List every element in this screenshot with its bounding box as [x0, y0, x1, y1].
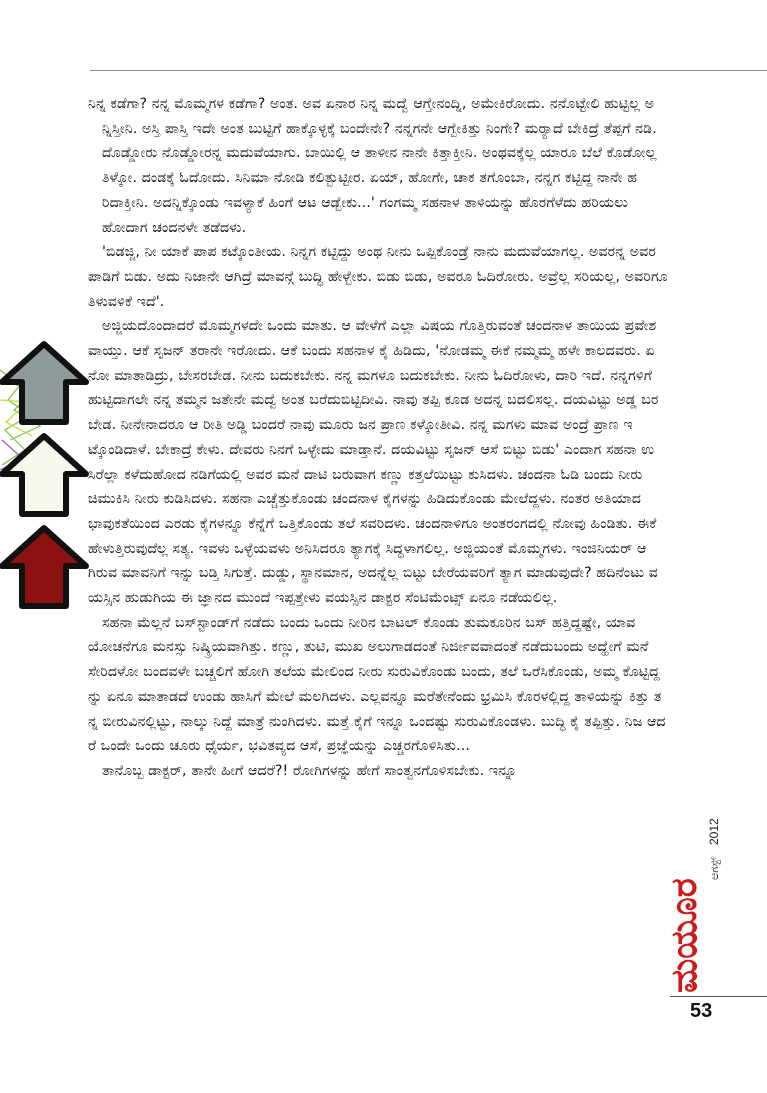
article-body [88, 92, 673, 784]
magazine-name: ಮಯೂರ [664, 878, 705, 993]
footer-rule [670, 996, 767, 997]
side-arrow-graphic [0, 340, 92, 610]
page-number: 53 [690, 1000, 713, 1022]
up-arrow-icon [2, 528, 86, 606]
paragraph: 'ಬಿಡಜ್ಜಿ, ನೀ ಯಾಕೆ ಪಾಪ ಕಟ್ಕೊಂತೀಯ. ನಿನ್ನಗ ಕಟ್ಟಿದ್ದು ಅಂಥ ನೀನು ಒಪ್ಪಿಕೊಂಡ್ರೆ ನಾನು ಮದುವೆಯಾಗಲ್ಲ. ಅವರನ್ನ ಅವರ ಪಾಡಿಗೆ ಬಿಡು. ಅದು ನಿಜಾನೇ ಆಗಿದ್ರೆ ಮಾವನ್ಗೆ ಬುದ್ಧಿ ಹೇಳ್ಬೇಕು. ಬಿಡು ಬಿಡು, ಅವರೂ ಓದಿರೋರು. ಅವ್ರೆಲ್ಲ ಸರಿಯಲ್ಲ, ಅವರಿಗೂ ತಿಳುವಳಿಕೆ ಇದೆ'. [88, 244, 673, 310]
paragraph: ಅಜ್ಜಿಯದೊಂದಾದರೆ ಮೊಮ್ಮಗಳದೇ ಒಂದು ಮಾತು. ಆ ವೇಳೆಗೆ ಎಲ್ಲಾ ವಿಷಯ ಗೊತ್ತಿರುವಂತೆ ಚಂದನಾಳ ತಾಯಿಯ ಪ್ರವೇಶವಾಯ್ತು. ಆಕೆ ಸೃಜನ್ ತರಾನೇ ಇರೋದು. ಆಕೆ ಬಂದು ಸಹನಾಳ ಕೈ ಹಿಡಿದು, 'ನೋಡಮ್ಮ ಈಕೆ ನಮ್ಮಮ್ಮ ಹಳೇ ಕಾಲದವರು. ಏನೋ ಮಾತಾಡಿದ್ರು, ಬೇಸರಬೇಡ. ನೀನು ಬದುಕಬೇಕು. ನನ್ನ ಮಗಳೂ ಬದುಕಬೇಕು. ನೀನು ಓದಿರೋಳು, ದಾರಿ ಇದೆ. ನನ್ನಗಳಿಗೆ ಹುಟ್ಟಿದಾಗಲೇ ನನ್ನ ತಮ್ಮನ ಜತೇನೇ ಮದ್ವೆ ಅಂತ ಬರೆದುಬಿಟ್ಟಿದೀವಿ. ನಾವು ತಪ್ಪಿ ಕೂಡ ಅದನ್ನ ಬದಲಿಸಲ್ಲ. ದಯವಿಟ್ಟು ಅಡ್ಡ ಬರಬೇಡ. ನೀನೇನಾದರೂ ಆ ರೀತಿ ಅಡ್ಡಿ ಬಂದರೆ ನಾವು ಮೂರು ಜನ ಪ್ರಾಣ ಕಳ್ಕೋತೀವಿ. ನನ್ನ ಮಗಳು ಮಾವ ಅಂದ್ರೆ ಪ್ರಾಣ ಇಟ್ಕೊಂಡಿದಾಳೆ. ಬೇಕಾದ್ರೆ ಕೇಳು. ದೇವರು ನಿನಗೆ ಒಳ್ಳೇದು ಮಾಡ್ತಾನೆ. ದಯವಿಟ್ಟು ಸೃಜನ್ ಆಸೆ ಬಿಟ್ಟು ಬಿಡು' ಎಂದಾಗ ಸಹನಾ ಉಸಿರೆಲ್ಲಾ ಕಳೆದುಹೋದ ನಡಿಗೆಯಲ್ಲಿ ಅವರ ಮನೆ ದಾಟಿ ಬರುವಾಗ ಕಣ್ಣು ಕತ್ತಲೆಯಿಟ್ಟು ಕುಸಿದಳು. ಚಂದನಾ ಓಡಿ ಬಂದು ನೀರು ಚಿಮುಕಿಸಿ ನೀರು ಕುಡಿಸಿದಳು. ಸಹನಾ ಎಚ್ಚೆತ್ತುಕೊಂಡು ಚಂದನಾಳ ಕೈಗಳನ್ನು ಹಿಡಿದುಕೊಂಡು ಮೇಲೆದ್ದಳು. ನಂತರ ಅತಿಯಾದ ಭಾವುಕತೆಯಿಂದ ಎರಡು ಕೈಗಳನ್ನೂ ಕೆನ್ನೆಗೆ ಒತ್ತಿಕೊಂಡು ತಲೆ ಸವರಿದಳು. ಚಂದನಾಳಿಗೂ ಅಂತರಂಗದಲ್ಲಿ ನೋವು ಹಿಂಡಿತು. ಈಕೆ ಹೇಳುತ್ತಿರುವುದೆಲ್ಲ ಸತ್ಯ. ಇವಳು ಒಳ್ಳೆಯವಳು ಅನಿಸಿದರೂ ತ್ಯಾಗಕ್ಕೆ ಸಿದ್ಧಳಾಗಲಿಲ್ಲ. ಅಜ್ಜಿಯಂತೆ ಮೊಮ್ಮಗಳು. ಇಂಜಿನಿಯರ್ ಆಗಿರುವ ಮಾವನಿಗೆ ಇನ್ನು ಬಡ್ತಿ ಸಿಗುತ್ತೆ. ದುಡ್ಡು, ಸ್ಥಾನಮಾನ, ಅದನ್ನೆಲ್ಲ ಬಿಟ್ಟು ಬೇರೆಯವರಿಗೆ ತ್ಯಾಗ ಮಾಡುವುದೇ? ಹದಿನೆಂಟು ವಯಸ್ಸಿನ ಹುಡುಗಿಯ ಈ ಜ್ಞಾನದ ಮುಂದೆ ಇಪ್ಪತ್ತೇಳು ವಯಸ್ಸಿನ ಡಾಕ್ಟರ ಸೆಂಟಿಮೆಂಟ್ಸ್ ಏನೂ ನಡೆಯಲಿಲ್ಲ. [88, 318, 662, 607]
top-rule [90, 70, 767, 71]
paragraph: ಸಹನಾ ಮೆಲ್ಲನೆ ಬಸ್‌ಸ್ಟಾಂಡ್‌ಗೆ ನಡೆದು ಬಂದು ಒಂದು ನೀರಿನ ಬಾಟಲ್ ಕೊಂಡು ತುಮಕೂರಿನ ಬಸ್ ಹತ್ತಿದ್ದಷ್ಟೇ, ಯಾವ ಯೋಚನೆಗೂ ಮನಸ್ಸು ನಿಷ್ಕ್ರಿಯವಾಗಿತ್ತು. ಕಣ್ಣು, ತುಟಿ, ಮುಖ ಅಲುಗಾಡದಂತೆ ನಿರ್ಜೀವವಾದಂತೆ ನಡೆದುಬಂದು ಅದ್ಹೇಗೆ ಮನೆ ಸೇರಿದಳೋ ಬಂದವಳೇ ಬಚ್ಚಲಿಗೆ ಹೋಗಿ ತಲೆಯ ಮೇಲಿಂದ ನೀರು ಸುರುವಿಕೊಂಡು ಬಂದು, ತಲೆ ಒರೆಸಿಕೊಂಡು, ಅಮ್ಮ ಕೊಟ್ಟಿದ್ದನ್ನು ಏನೂ ಮಾತಾಡದೆ ಉಂಡು ಹಾಸಿಗೆ ಮೇಲೆ ಮಲಗಿದಳು. ಎಲ್ಲವನ್ನೂ ಮರೆತೇನೆಂದು ಭ್ರಮಿಸಿ ಕೊರಳಲ್ಲಿದ್ದ ತಾಳಿಯನ್ನು ಕಿತ್ತು ತನ್ನ ಬೀರುವಿನಲ್ಲಿಟ್ಟು, ನಾಲ್ಕು ನಿದ್ದೆ ಮಾತ್ರೆ ನುಂಗಿದಳು. ಮತ್ತೆ ಕೈಗೆ ಇನ್ನೂ ಒಂದಷ್ಟು ಸುರುವಿಕೊಂಡಳು. ಬುದ್ಧಿ ಕೈ ತಪ್ಪಿತ್ತು. ನಿಜ ಆದರೆ ಒಂದೇ ಒಂದು ಚೂರು ಧೈರ್ಯ, ಭವಿತವ್ಯದ ಆಸೆ, ಪ್ರಜ್ಞೆಯನ್ನು ಎಚ್ಚರಗೊಳಿಸಿತು... [88, 614, 666, 755]
issue-year: 2012 [707, 818, 721, 845]
issue-month: ಆಗಸ್ಟ್ [708, 856, 721, 880]
up-arrow-icon [2, 436, 86, 514]
magazine-footer [664, 795, 730, 995]
paragraph: ತಾನೊಬ್ಬ ಡಾಕ್ಟರ್, ತಾನೇ ಹೀಗೆ ಆದರೆ?! ರೋಗಿಗಳನ್ನು ಹೇಗೆ ಸಾಂತ್ವನಗೊಳಿಸಬೇಕು. ಇನ್ನೂ [102, 762, 518, 779]
paragraph: ನಿನ್ನ ಕಡೆಗಾ? ನನ್ನ ಮೊಮ್ಮಗಳ ಕಡೆಗಾ? ಅಂತ. ಅವ ಏನಾರ ನಿನ್ನ ಮದ್ವೆ ಆಗ್ತೇನಂದ್ನಿ, ಅಮೇಕಿರೋದು. ನನೊಟ್ಟೇಲಿ ಹುಟ್ಟಿಲ್ಲ ಅನ್ನಿಸ್ತೀನಿ. ಅಸ್ತಿ ಪಾಸ್ತಿ ಇದೇ ಅಂತ ಬುಟ್ಟಿಗೆ ಹಾಕ್ಕೊಳ್ಳಕ್ಕೆ ಬಂದೇನೇ? ನನ್ನಗನೇ ಆಗ್ಬೇಕಿತ್ತು ನಿಂಗೇ? ಮರ್‍ಯಾದೆ ಬೇಕಿದ್ರೆ ತೆಪ್ಪಗೆ ನಡಿ. ದೊಡ್ಡೋರು ನೊಡ್ಡೋರನ್ನ ಮದುವೆಯಾಗು. ಬಾಯಿಲ್ಲಿ ಆ ತಾಳೀನ ನಾನೇ ಕಿತ್ತಾಕ್ತೀನಿ. ಅಂಥವಕ್ಕೆಲ್ಲ ಯಾರೂ ಬೆಲೆ ಕೊಡೋಲ್ಲ ತಿಳ್ಕೋ. ದಂಡಕ್ಕೆ ಓದೋದು. ಸಿನಿಮಾ ನೋಡಿ ಕಲಿತ್ಬುಟ್ಟೀರ. ಏಯ್, ಹೋಗೇ, ಚಾಕ ತಗೊಂಬಾ, ನನ್ನಗ ಕಟ್ಟಿದ್ದ ನಾನೇ ಹರಿದಾಕ್ತೀನಿ. ಅದನ್ನಿಕ್ಕೊಂಡು ಇವಳ್ಯಾಕೆ ಹಿಂಗೆ ಆಟ ಆಡ್ಬೇಕು...' ಗಂಗಮ್ಮ ಸಹನಾಳ ತಾಳಿಯನ್ನು ಹೊರಗೆಳೆದು ಹರಿಯಲು ಹೋದಾಗ ಚಂದನಳೇ ತಡೆದಳು. [88, 96, 662, 236]
